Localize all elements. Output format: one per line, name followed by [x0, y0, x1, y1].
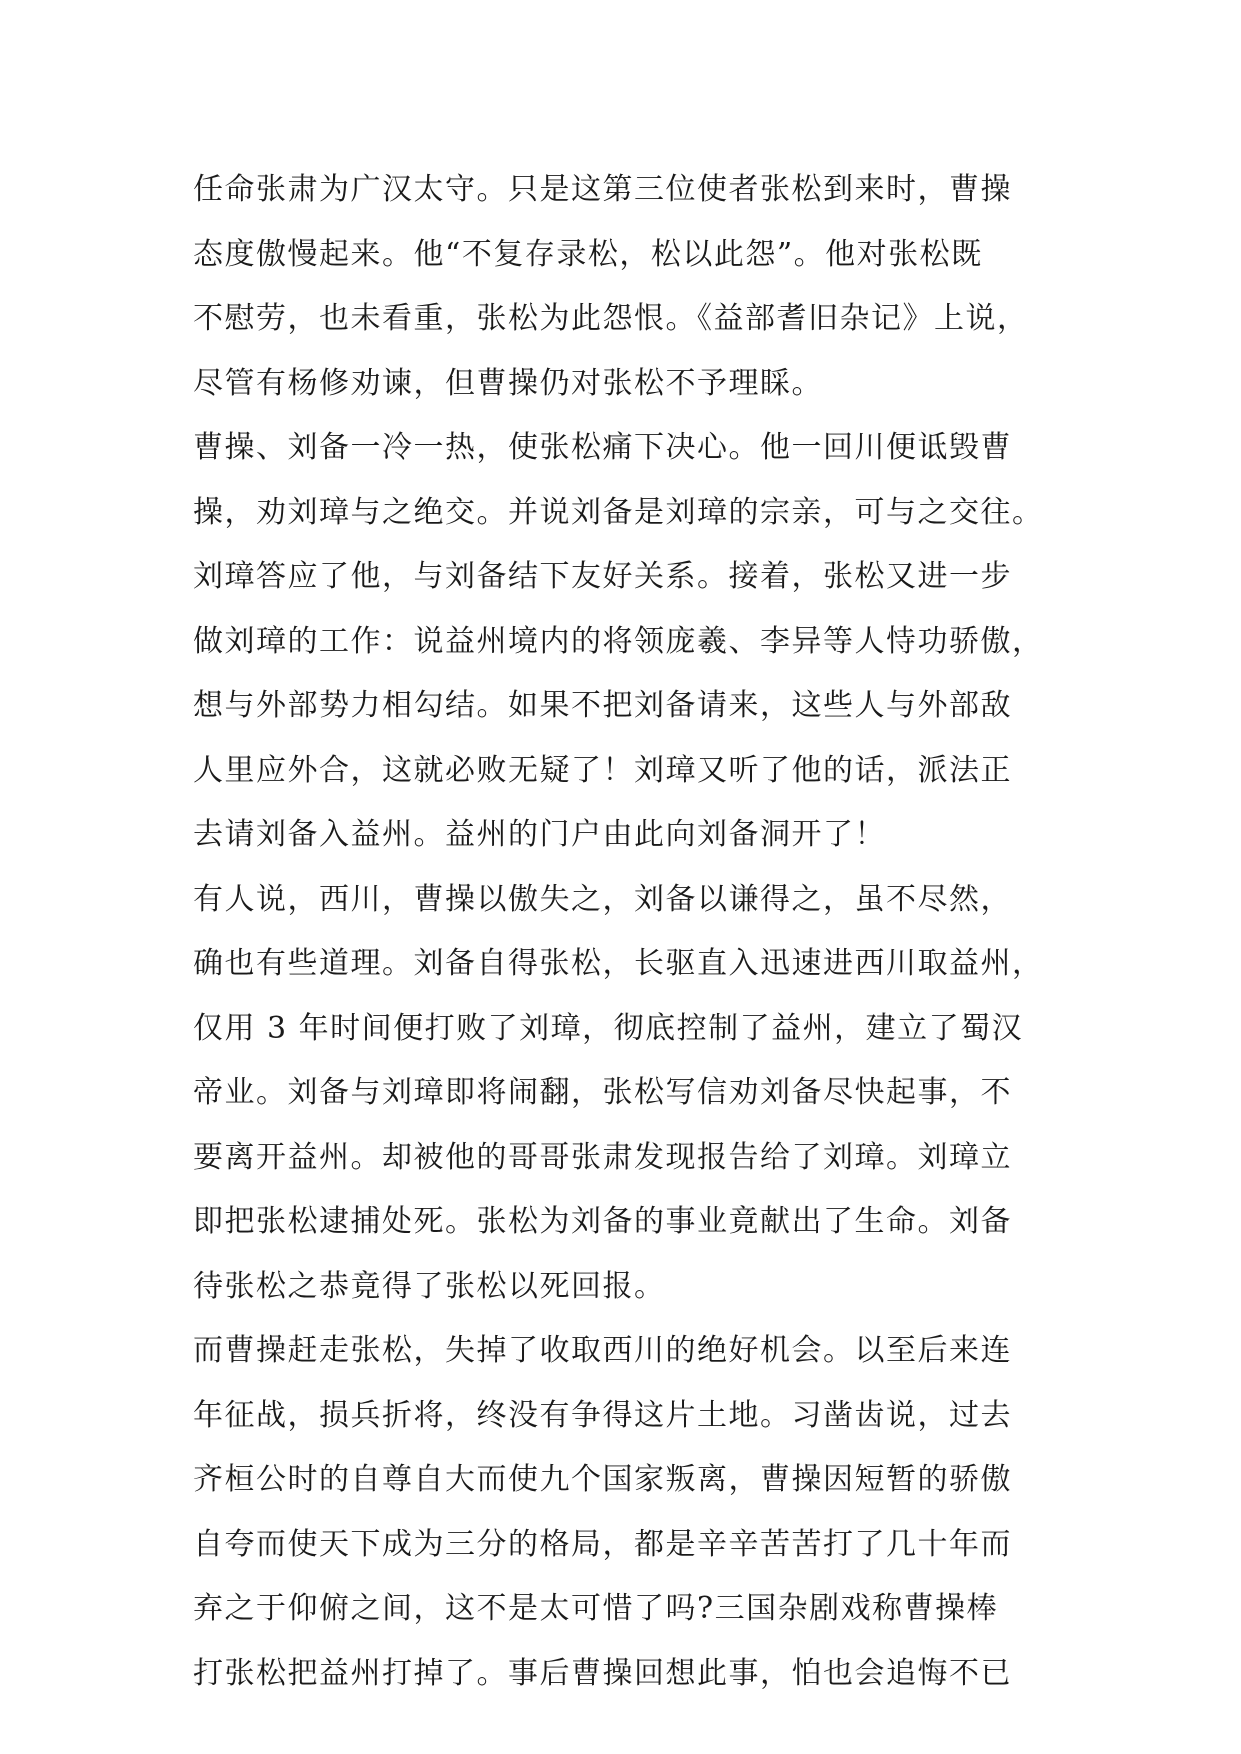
text-line: 自夸而使天下成为三分的格局，都是辛辛苦苦打了几十年而 — [193, 1526, 1012, 1562]
text-line: 帝业。刘备与刘璋即将闹翻，张松写信劝刘备尽快起事，不 — [193, 1075, 1012, 1110]
text-line: 即把张松逮捕处死。张松为刘备的事业竟献出了生命。刘备 — [193, 1204, 1012, 1239]
text-line: 刘璋答应了他，与刘备结下友好关系。接着，张松又进一步 — [193, 559, 1012, 594]
text-line: 操，劝刘璋与之绝交。并说刘备是刘璋的宗亲，可与之交往。 — [193, 494, 1044, 530]
text-line: 而曹操赶走张松，失掉了收取西川的绝好机会。以至后来连 — [193, 1333, 1012, 1368]
text-line: 想与外部势力相勾结。如果不把刘备请来，这些人与外部敌 — [193, 688, 1012, 723]
text-line: 曹操、刘备一冷一热，使张松痛下决心。他一回川便诋毁曹 — [193, 430, 1012, 465]
text-line: 去请刘备入益州。益州的门户由此向刘备洞开了！ — [193, 817, 886, 852]
text-line: 人里应外合，这就必败无疑了！刘璋又听了他的话，派法正 — [193, 752, 1012, 788]
text-line: 待张松之恭竟得了张松以死回报。 — [193, 1268, 666, 1304]
text-line: 做刘璋的工作：说益州境内的将领庞羲、李异等人恃功骄傲， — [193, 623, 1044, 659]
text-line: 态度傲慢起来。他“不复存录松，松以此怨”。他对张松既 — [193, 236, 983, 272]
text-line: 有人说，西川，曹操以傲失之，刘备以谦得之，虽不尽然， — [193, 881, 1012, 917]
text-line: 年征战，损兵折将，终没有争得这片土地。习凿齿说，过去 — [193, 1397, 1012, 1433]
text-line: 不慰劳，也未看重，张松为此怨恨。《益部耆旧杂记》上说， — [193, 301, 1029, 336]
text-line: 确也有些道理。刘备自得张松，长驱直入迅速进西川取益州， — [193, 946, 1044, 981]
text-line: 打张松把益州打掉了。事后曹操回想此事，怕也会追悔不已 — [193, 1655, 1012, 1691]
body-text — [193, 158, 1053, 1706]
text-line: 仅用 3 年时间便打败了刘璋，彻底控制了益州，建立了蜀汉 — [193, 1010, 1024, 1046]
text-line: 尽管有杨修劝谏，但曹操仍对张松不予理睬。 — [193, 365, 823, 401]
text-line: 任命张肃为广汉太守。只是这第三位使者张松到来时，曹操 — [193, 172, 1012, 207]
text-line: 要离开益州。却被他的哥哥张肃发现报告给了刘璋。刘璋立 — [193, 1139, 1012, 1175]
text-line: 弃之于仰俯之间，这不是太可惜了吗?三国杂剧戏称曹操棒 — [193, 1591, 999, 1626]
text-line: 齐桓公时的自尊自大而使九个国家叛离，曹操因短暂的骄傲 — [193, 1462, 1012, 1497]
